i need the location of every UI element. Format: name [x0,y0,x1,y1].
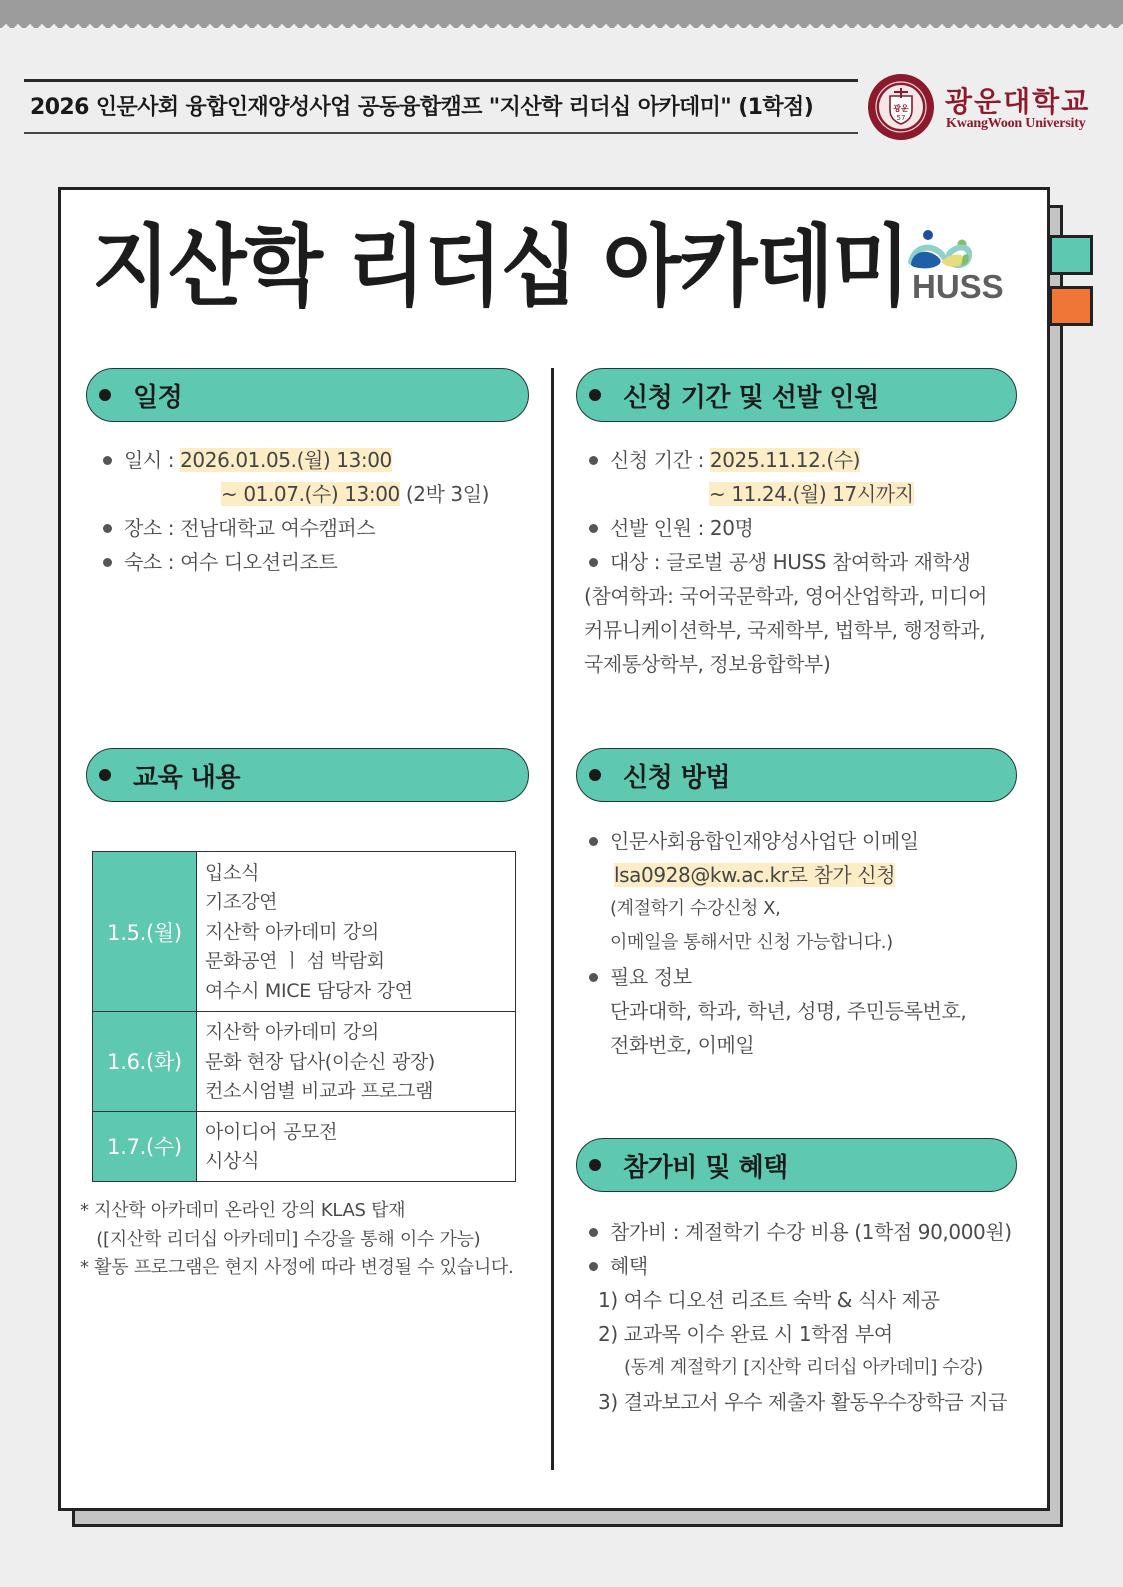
poster-title: 지산학 리더십 아카데미 [92,215,909,318]
application-email[interactable]: lsa0928@kw.ac.kr로 참가 신청 [614,863,896,887]
fee-benefits-details [586,1215,1012,1419]
note-line: * 지산학 아카데미 온라인 강의 KLAS 탑재 [80,1200,406,1221]
activity: 컨소시엄별 비교과 프로그램 [205,1080,434,1102]
activity: 기조강연 [205,891,278,914]
benefit-item: 3) 결과보고서 우수 제출자 활동우수장학금 지급 [598,1390,1007,1414]
period-end: ~ 11.24.(월) 17시까지 [709,482,914,506]
section-title: 신청 방법 [623,762,731,793]
section-title: 교육 내용 [133,762,241,793]
bullet-dot-icon [589,389,601,401]
university-name-english: KwangWoon University [946,116,1086,131]
date-end: ~ 01.07.(수) 13:00 [221,482,400,506]
bullet-dot-icon [99,769,111,781]
activity: 시상식 [205,1150,260,1172]
table-row [93,1012,516,1112]
column-divider [551,368,554,1470]
date-start: 2026.01.05.(월) 13:00 [180,448,392,472]
zigzag-border [0,20,1123,28]
benefit-item: 2) 교과목 이수 완료 시 1학점 부여 [598,1322,893,1346]
activity: 문화 현장 답사(이순신 광장) [205,1050,436,1073]
fee-line: 참가비 : 계절학기 수강 비용 (1학점 90,000원) [586,1215,1012,1249]
activities-cell [197,852,516,1012]
activity: 아이디어 공모전 [205,1120,338,1143]
departments-line: 커뮤니케이션학부, 국제학부, 법학부, 행정학과, [584,618,986,642]
section-header-fee-benefits [576,1138,1017,1192]
application-period-details [586,443,987,681]
schedule-details [100,443,489,579]
table-row [93,852,516,1012]
university-name-korean: 광운대학교 [945,85,1091,118]
svg-text:광운: 광운 [893,104,909,113]
university-seal-icon [866,72,936,142]
eligibility: 대상 : 글로벌 공생 HUSS 참여학과 재학생 [586,545,987,579]
required-info: 단과대학, 학과, 학년, 성명, 주민등록번호, [610,999,967,1023]
decorative-tab-teal [1049,235,1093,275]
section-header-curriculum [86,748,529,802]
method-line: 인문사회융합인재양성사업단 이메일 [586,824,966,858]
schedule-date-line [100,443,489,477]
benefits-label: 혜택 [586,1249,1012,1283]
svg-text:57: 57 [896,114,906,122]
date-duration: (2박 3일) [399,482,490,506]
bullet-dot-icon [99,389,111,401]
activity: 지산학 아카데미 강의 [205,1021,379,1043]
method-note: (계절학기 수강신청 X, [610,898,781,919]
header-title: 2026 인문사회 융합인재양성사업 공동융합캠프 "지산학 리더십 아카데미" (1학점) [30,95,814,120]
decorative-tab-orange [1049,286,1093,326]
schedule-place: 장소 : 전남대학교 여수캠퍼스 [100,511,489,545]
bullet-dot-icon [589,769,601,781]
section-title: 참가비 및 혜택 [623,1152,788,1183]
required-info-label: 필요 정보 [586,960,966,994]
method-note: 이메일을 통해서만 신청 가능합니다.) [610,932,893,953]
section-title: 신청 기간 및 선발 인원 [623,382,879,413]
schedule-date-end-line [100,477,489,511]
bullet-dot-icon [589,1159,601,1171]
activity: 입소식 [205,861,260,884]
section-header-schedule [86,368,529,422]
huss-logo-text: HUSS [912,268,1004,305]
note-line: ([지산학 리더십 아카데미] 수강을 통해 이수 가능) [80,1228,481,1250]
header-rule-top [24,79,858,82]
curriculum-table [92,851,516,1182]
activity: 여수시 MICE 담당자 강연 [205,979,413,1002]
curriculum-notes [80,1197,513,1283]
schedule-lodging: 숙소 : 여수 디오션리조트 [100,545,489,579]
period-label: 신청 기간 : [610,448,710,472]
application-method-details [586,824,966,1062]
period-start: 2025.11.12.(수) [709,448,861,472]
period-end-line [586,477,987,511]
activities-cell [197,1111,516,1181]
required-info: 전화번호, 이메일 [610,1033,755,1057]
day-cell: 1.6.(화) [93,1012,197,1112]
note-line: * 활동 프로그램은 현지 사정에 따라 변경될 수 있습니다. [80,1257,514,1278]
departments-line: 국제통상학부, 정보융합학부) [584,652,831,676]
benefit-note: (동계 계절학기 [지산학 리더십 아카데미] 수강) [624,1357,983,1378]
top-decorative-band [0,0,1123,20]
header-rule-bottom [24,132,858,134]
period-line [586,443,987,477]
day-cell: 1.7.(수) [93,1111,197,1181]
section-header-application-period [576,368,1017,422]
section-title: 일정 [133,382,183,413]
activity: 지산학 아카데미 강의 [205,920,379,943]
section-header-application-method [576,748,1017,802]
email-line [586,858,966,892]
benefit-item: 1) 여수 디오션 리조트 숙박 & 식사 제공 [598,1288,940,1312]
activity: 문화공연 ㅣ 섬 박람회 [205,950,385,973]
date-label: 일시 : [124,448,181,472]
selection-count: 선발 인원 : 20명 [586,511,987,545]
activities-cell [197,1012,516,1112]
table-row [93,1111,516,1181]
departments-line: (참여학과: 국어국문학과, 영어산업학과, 미디어 [584,584,988,608]
day-cell: 1.5.(월) [93,852,197,1012]
